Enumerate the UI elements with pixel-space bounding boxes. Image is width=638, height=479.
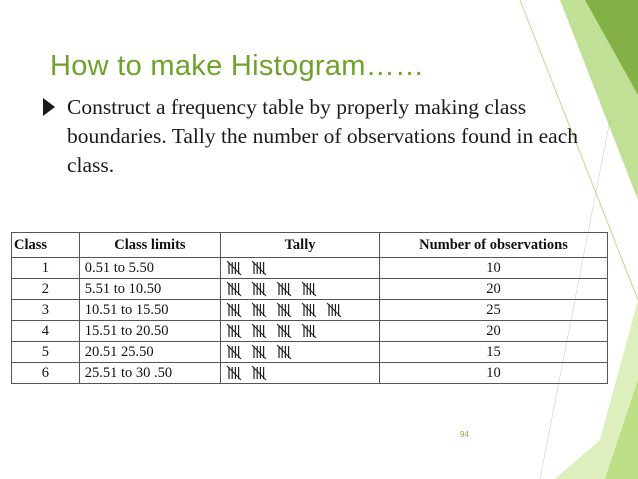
tally-marks <box>221 363 379 383</box>
frequency-table <box>11 232 608 384</box>
table-row <box>12 279 608 300</box>
tally-marks <box>221 300 379 320</box>
tally-cell <box>221 279 380 300</box>
table-row <box>12 342 608 363</box>
tally-group <box>327 303 341 317</box>
tally-group <box>302 324 316 338</box>
slide-title: How to make Histogram…… <box>50 50 425 82</box>
tally-group <box>227 282 241 296</box>
tally-group <box>252 366 266 380</box>
page-number: 94 <box>460 430 469 439</box>
tally-group <box>302 282 316 296</box>
class-cell: 2 <box>12 279 80 300</box>
tally-group <box>302 303 316 317</box>
observations-cell: 10 <box>380 363 608 384</box>
tally-group <box>227 324 241 338</box>
header-class: Class <box>12 233 80 258</box>
class-limits-cell: 10.51 to 15.50 <box>79 300 220 321</box>
observations-cell: 15 <box>380 342 608 363</box>
tally-group <box>277 345 291 359</box>
header-observations: Number of observations <box>380 233 608 258</box>
tally-group <box>277 303 291 317</box>
class-cell: 1 <box>12 258 80 279</box>
header-class-limits: Class limits <box>79 233 220 258</box>
tally-marks <box>221 279 379 299</box>
tally-group <box>227 345 241 359</box>
tally-cell <box>221 342 380 363</box>
class-limits-cell: 0.51 to 5.50 <box>79 258 220 279</box>
tally-group <box>252 261 266 275</box>
table-row <box>12 363 608 384</box>
tally-group <box>277 282 291 296</box>
observations-cell: 25 <box>380 300 608 321</box>
class-limits-cell: 5.51 to 10.50 <box>79 279 220 300</box>
tally-group <box>227 303 241 317</box>
table-header-row <box>12 233 608 258</box>
class-cell: 5 <box>12 342 80 363</box>
tally-group <box>277 324 291 338</box>
tally-marks <box>221 258 379 278</box>
tally-cell <box>221 258 380 279</box>
tally-cell <box>221 363 380 384</box>
class-limits-cell: 20.51 25.50 <box>79 342 220 363</box>
arrow-bullet-icon <box>41 97 57 117</box>
tally-group <box>227 261 241 275</box>
class-cell: 6 <box>12 363 80 384</box>
tally-group <box>252 303 266 317</box>
tally-cell <box>221 300 380 321</box>
tally-marks <box>221 321 379 341</box>
observations-cell: 20 <box>380 321 608 342</box>
class-cell: 3 <box>12 300 80 321</box>
table-row <box>12 321 608 342</box>
tally-marks <box>221 342 379 362</box>
observations-cell: 10 <box>380 258 608 279</box>
class-limits-cell: 15.51 to 20.50 <box>79 321 220 342</box>
tally-group <box>252 324 266 338</box>
table-row <box>12 300 608 321</box>
bullet-text: Construct a frequency table by properly making class boundaries. Tally the number of observations found in each class. <box>67 95 578 177</box>
table-row <box>12 258 608 279</box>
class-limits-cell: 25.51 to 30 .50 <box>79 363 220 384</box>
tally-cell <box>221 321 380 342</box>
bullet-item <box>41 93 611 180</box>
observations-cell: 20 <box>380 279 608 300</box>
header-tally: Tally <box>221 233 380 258</box>
tally-group <box>252 345 266 359</box>
tally-group <box>252 282 266 296</box>
tally-group <box>227 366 241 380</box>
class-cell: 4 <box>12 321 80 342</box>
